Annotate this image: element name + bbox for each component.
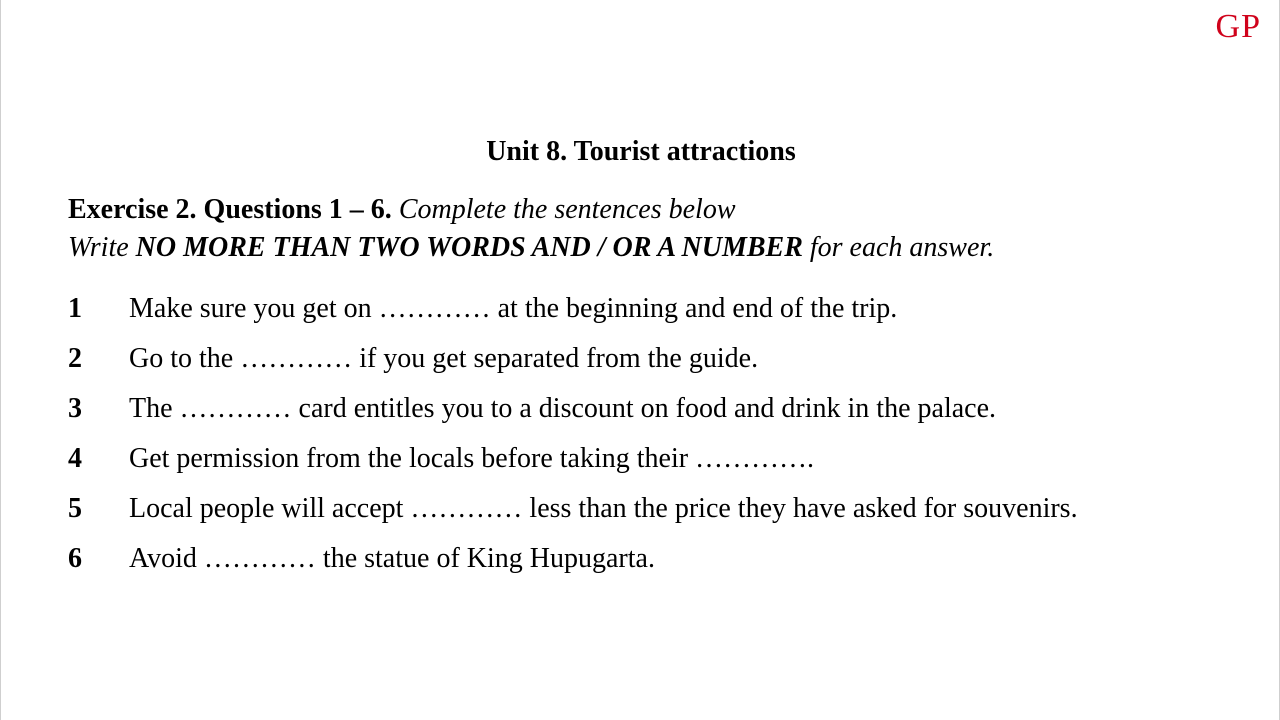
question-number: 4 [68, 443, 82, 474]
task-text: Complete the sentences below [398, 194, 736, 225]
question-number: 3 [68, 393, 82, 424]
exercise-label: Exercise 2. Questions 1 – 6. [68, 194, 392, 225]
question-text: Go to the ………… if you get separated from the guide. [129, 343, 759, 374]
question-item [68, 340, 1268, 390]
question-text: Get permission from the locals before taking their …………. [129, 443, 815, 474]
question-text: Local people will accept ………… less than the price they have asked for souvenirs. [129, 493, 1078, 524]
exercise-instructions [68, 191, 994, 267]
unit-title: Unit 8. Tourist attractions [486, 136, 796, 167]
question-item [68, 490, 1268, 540]
instruction-line-1 [68, 191, 994, 229]
answer-suffix-text: for each answer. [809, 232, 995, 263]
question-item [68, 540, 1268, 590]
question-text: Make sure you get on ………… at the beginning and end of the trip. [129, 293, 898, 324]
question-number: 2 [68, 343, 82, 374]
instruction-line-2 [68, 229, 994, 267]
gp-logo: GP [1215, 8, 1261, 45]
question-item [68, 390, 1268, 440]
question-text: The ………… card entitles you to a discount on food and drink in the palace. [129, 393, 997, 424]
question-number: 1 [68, 293, 82, 324]
question-item [68, 290, 1268, 340]
question-item [68, 440, 1268, 490]
question-number: 6 [68, 543, 82, 574]
question-text: Avoid ………… the statue of King Hupugarta. [129, 543, 655, 574]
question-number: 5 [68, 493, 82, 524]
question-list [68, 290, 1268, 590]
write-text: Write [68, 232, 129, 263]
word-limit-text: NO MORE THAN TWO WORDS AND / OR A NUMBER [135, 232, 803, 263]
